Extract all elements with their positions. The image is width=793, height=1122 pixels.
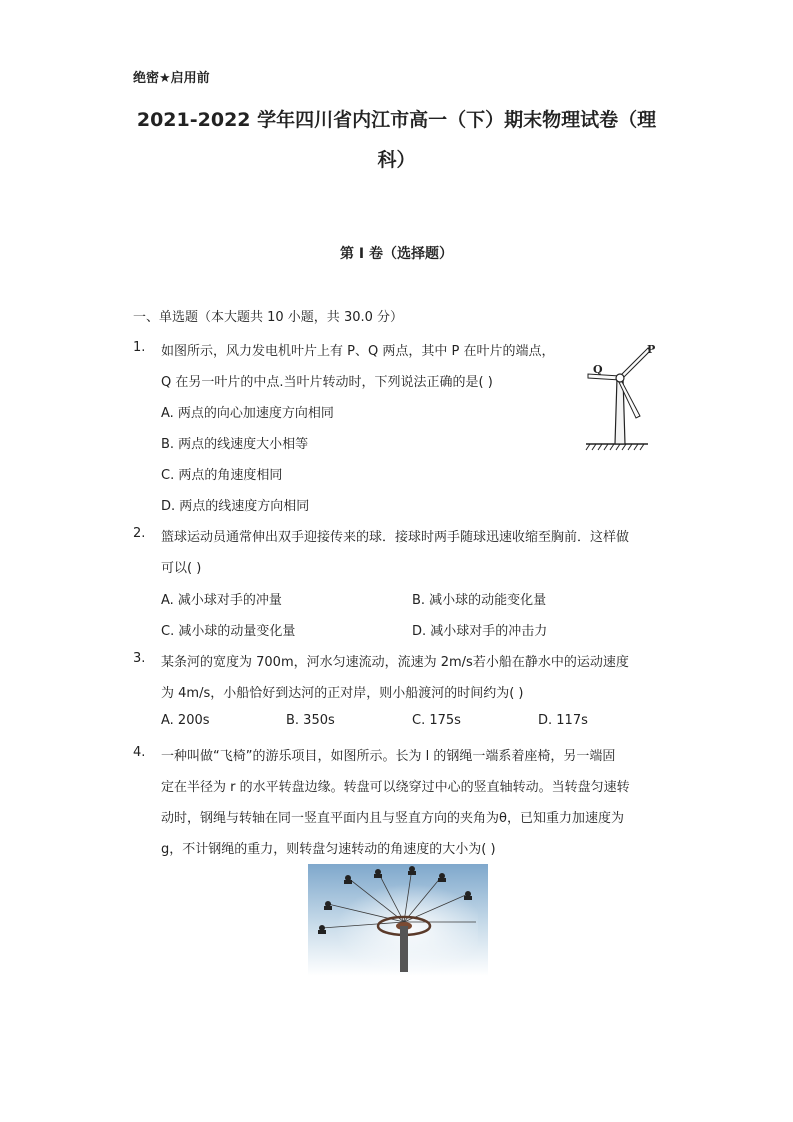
option-d: D. 减小球对手的冲击力 bbox=[412, 624, 548, 639]
option-b: B. 减小球的动能变化量 bbox=[412, 593, 547, 608]
question-text-line: g，不计钢绳的重力，则转盘匀速转动的角速度的大小为( ) bbox=[161, 842, 496, 857]
question-text-line: 如图所示，风力发电机叶片上有 P、Q 两点，其中 P 在叶片的端点， bbox=[161, 344, 555, 359]
question-number: 2. bbox=[133, 526, 146, 541]
question-number: 4. bbox=[133, 745, 146, 760]
option-d: D. 两点的线速度方向相同 bbox=[161, 499, 310, 514]
option-b: B. 350s bbox=[286, 713, 335, 728]
question-text-line: Q 在另一叶片的中点.当叶片转动时，下列说法正确的是( ) bbox=[161, 375, 493, 390]
label-q: Q bbox=[593, 363, 603, 376]
question-text-line: 定在半径为 r 的水平转盘边缘。转盘可以绕穿过中心的竖直轴转动。当转盘匀速转 bbox=[161, 780, 630, 795]
question-number: 1. bbox=[133, 340, 146, 355]
confidential-label: 绝密★启用前 bbox=[133, 71, 210, 86]
title-line-1: 2021-2022 学年四川省内江市高一（下）期末物理试卷（理 bbox=[136, 109, 657, 131]
wind-turbine-figure bbox=[576, 338, 656, 456]
volume-title: 第 I 卷（选择题） bbox=[340, 246, 453, 262]
question-text-line: 篮球运动员通常伸出双手迎接传来的球．接球时两手随球迅速收缩至胸前．这样做 bbox=[161, 530, 630, 545]
option-c: C. 减小球的动量变化量 bbox=[161, 624, 296, 639]
section-title: 一、单选题（本大题共 10 小题，共 30.0 分） bbox=[133, 310, 404, 325]
label-p: P bbox=[647, 343, 656, 356]
option-a: A. 减小球对手的冲量 bbox=[161, 593, 282, 608]
option-b: B. 两点的线速度大小相等 bbox=[161, 437, 309, 452]
option-d: D. 117s bbox=[538, 713, 588, 728]
title-line-2: 科） bbox=[377, 149, 416, 171]
option-a: A. 两点的向心加速度方向相同 bbox=[161, 406, 334, 421]
question-number: 3. bbox=[133, 651, 146, 666]
question-text-line: 某条河的宽度为 700m，河水匀速流动，流速为 2m/s若小船在静水中的运动速度 bbox=[161, 655, 629, 670]
option-a: A. 200s bbox=[161, 713, 210, 728]
flying-chair-photo bbox=[308, 864, 488, 976]
option-c: C. 175s bbox=[412, 713, 461, 728]
question-text-line: 为 4m/s，小船恰好到达河的正对岸，则小船渡河的时间约为( ) bbox=[161, 686, 524, 701]
exam-title bbox=[120, 100, 673, 180]
question-text-line: 一种叫做“飞椅”的游乐项目，如图所示。长为 l 的钢绳一端系着座椅，另一端固 bbox=[161, 749, 616, 764]
question-text-line: 动时，钢绳与转轴在同一竖直平面内且与竖直方向的夹角为θ，已知重力加速度为 bbox=[161, 811, 624, 826]
question-text-line: 可以( ) bbox=[161, 561, 202, 576]
option-c: C. 两点的角速度相同 bbox=[161, 468, 283, 483]
